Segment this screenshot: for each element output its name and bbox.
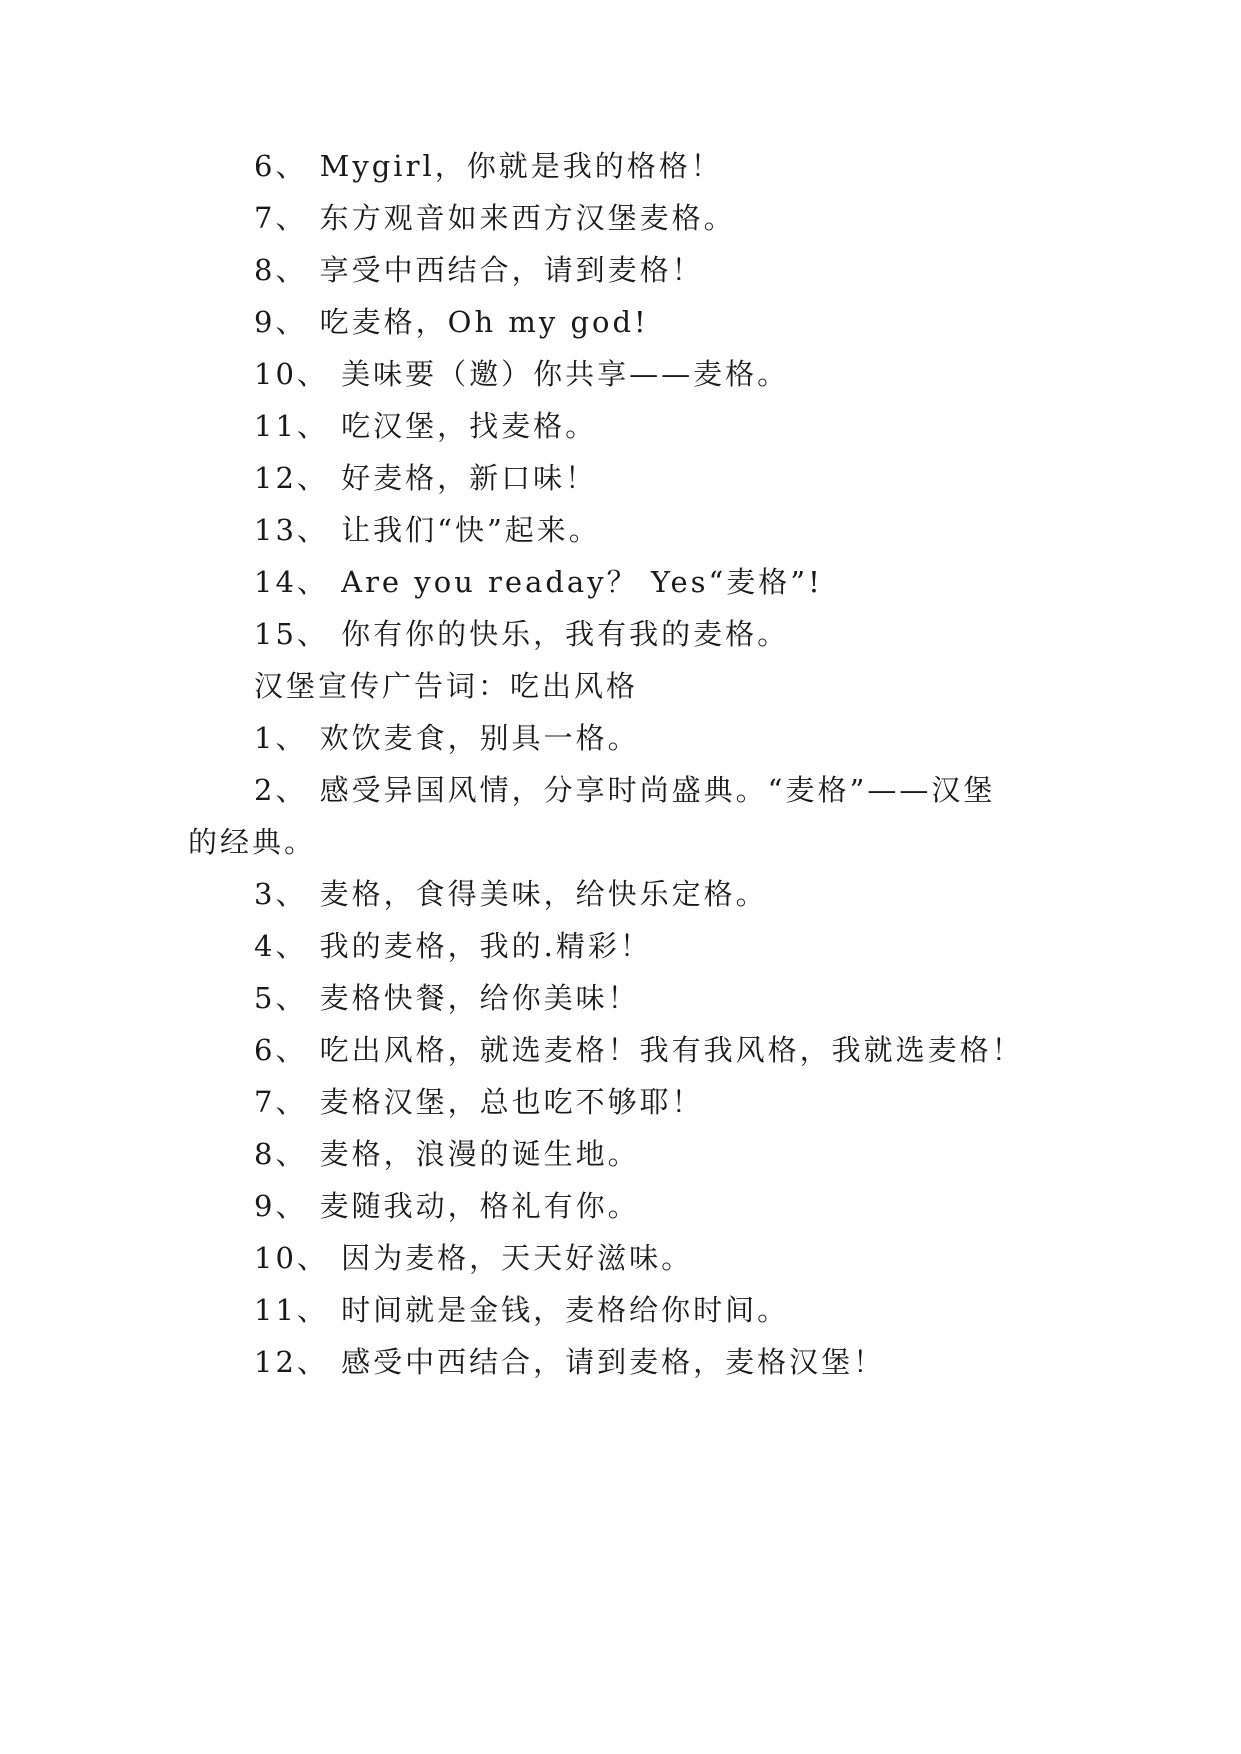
slogan-line: 13、 让我们“快”起来。 <box>254 513 601 547</box>
slogan-line: 15、 你有你的快乐，我有我的麦格。 <box>254 617 790 651</box>
slogan-line: 9、 麦随我动，格礼有你。 <box>254 1189 640 1223</box>
slogan-line: 10、 因为麦格，天天好滋味。 <box>254 1241 694 1275</box>
slogan-line: 11、 时间就是金钱，麦格给你时间。 <box>254 1293 790 1327</box>
slogan-line: 10、 美味要（邀）你共享——麦格。 <box>254 357 790 391</box>
slogan-line: 4、 我的麦格，我的.精彩！ <box>254 929 652 963</box>
slogan-line-continuation: 的经典。 <box>188 825 317 859</box>
slogan-line: 8、 享受中西结合，请到麦格！ <box>254 253 704 287</box>
slogan-line: 1、 欢饮麦食，别具一格。 <box>254 721 640 755</box>
slogan-line: 5、 麦格快餐，给你美味！ <box>254 981 640 1015</box>
slogan-line: 7、 麦格汉堡，总也吃不够耶！ <box>254 1085 704 1119</box>
slogan-line: 3、 麦格，食得美味，给快乐定格。 <box>254 877 768 911</box>
slogan-line: 11、 吃汉堡，找麦格。 <box>254 409 598 443</box>
slogan-line: 12、 好麦格，新口味！ <box>254 461 598 495</box>
slogan-line: 7、 东方观音如来西方汉堡麦格。 <box>254 201 736 235</box>
section-heading: 汉堡宣传广告词：吃出风格 <box>254 669 639 703</box>
slogan-line: 6、 Mygirl，你就是我的格格！ <box>254 149 723 183</box>
slogan-line: 2、 感受异国风情，分享时尚盛典。“麦格”——汉堡 <box>254 773 996 807</box>
slogan-line: 9、 吃麦格，Oh my god! <box>254 305 649 339</box>
slogan-line: 14、 Are you readay？ Yes“麦格”! <box>254 565 823 599</box>
slogan-line: 12、 感受中西结合，请到麦格，麦格汉堡！ <box>254 1345 886 1379</box>
slogan-line: 8、 麦格，浪漫的诞生地。 <box>254 1137 640 1171</box>
slogan-line: 6、 吃出风格，就选麦格！我有我风格，我就选麦格！ <box>254 1033 1024 1067</box>
